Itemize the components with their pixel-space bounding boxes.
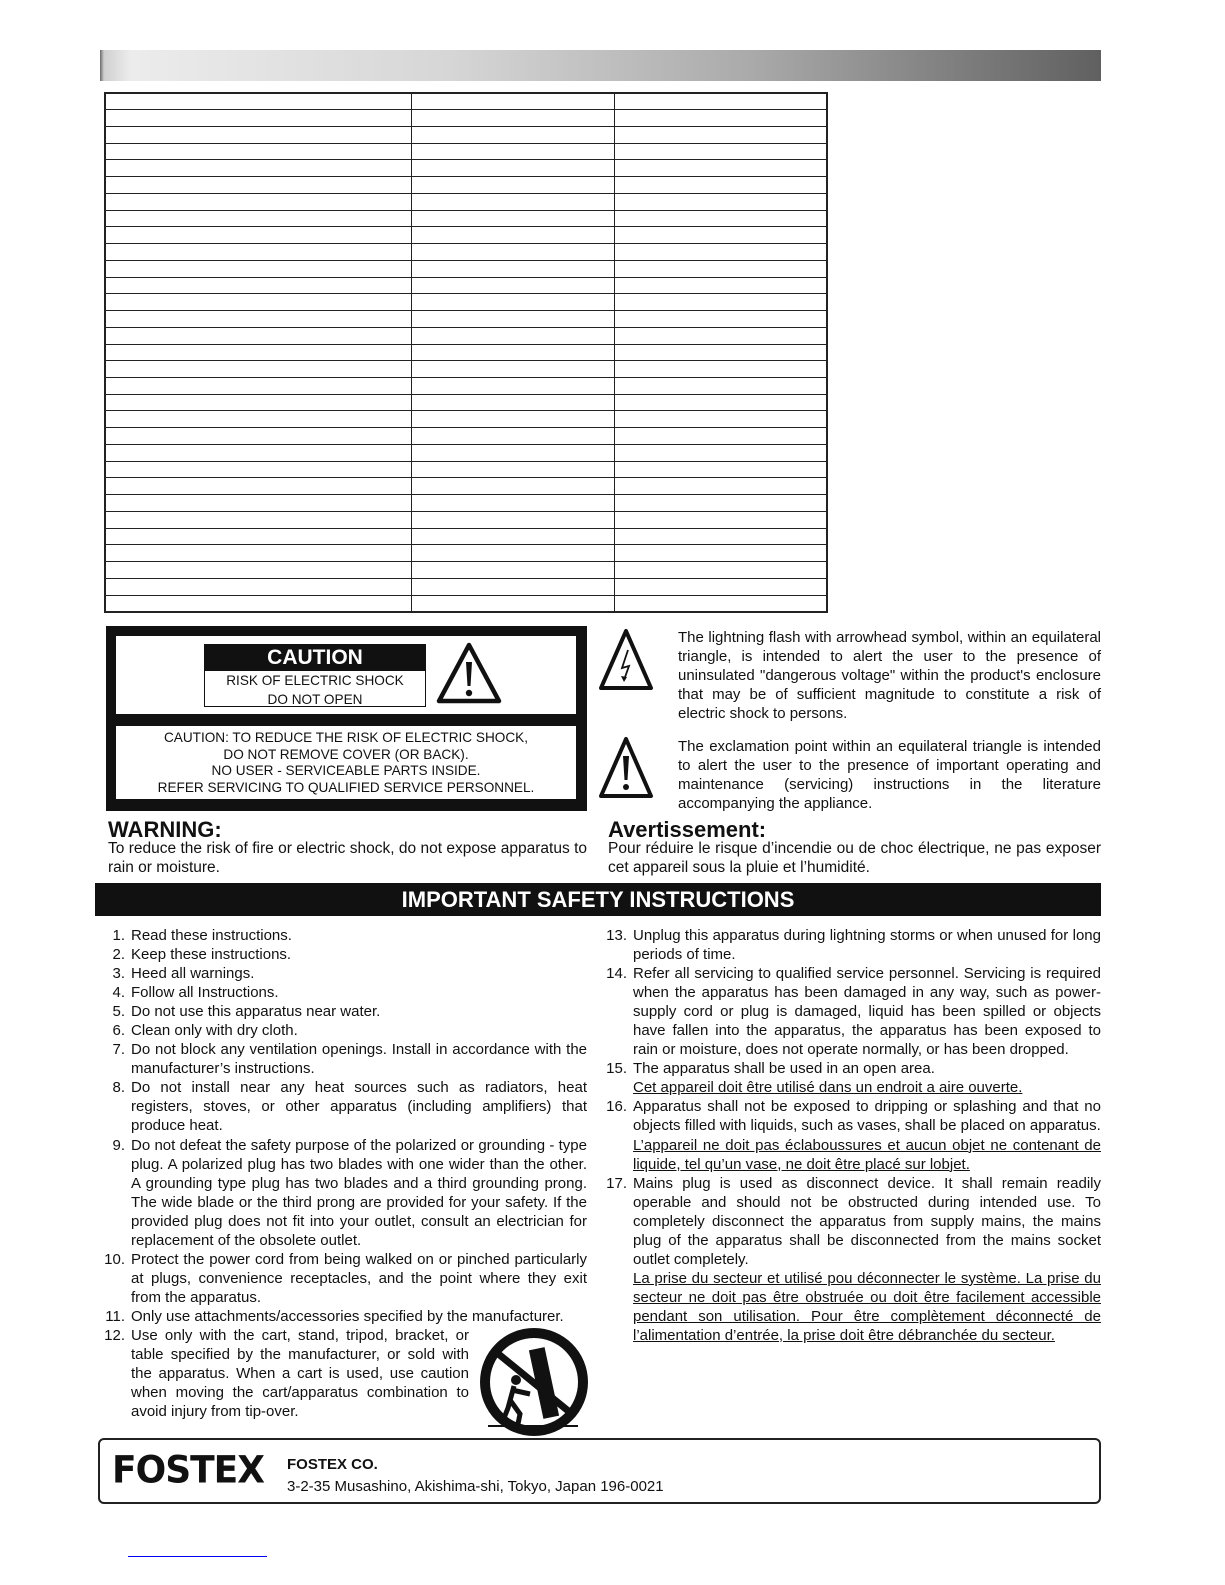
table-cell xyxy=(105,311,411,328)
table-row xyxy=(105,110,827,127)
table-cell xyxy=(105,578,411,595)
table-cell xyxy=(105,562,411,579)
link-underline[interactable] xyxy=(128,1556,267,1557)
table-cell xyxy=(411,143,614,160)
instruction-number: 12. xyxy=(104,1326,125,1344)
table-row xyxy=(105,394,827,411)
table-cell xyxy=(614,277,827,294)
table-row xyxy=(105,428,827,445)
instruction-item xyxy=(105,1040,587,1078)
caution-notice-line: REFER SERVICING TO QUALIFIED SERVICE PERSONNEL. xyxy=(157,779,535,795)
table-cell xyxy=(614,377,827,394)
table-cell xyxy=(105,244,411,261)
table-cell xyxy=(105,143,411,160)
instruction-item xyxy=(105,945,587,964)
section-header-bar xyxy=(100,50,1101,81)
table-cell xyxy=(614,394,827,411)
footer-box xyxy=(98,1438,1101,1504)
table-cell xyxy=(411,160,614,177)
instruction-item xyxy=(607,1097,1101,1173)
table-cell xyxy=(105,377,411,394)
instruction-item xyxy=(105,1307,587,1326)
table-cell xyxy=(105,277,411,294)
avertissement-title: Avertissement: xyxy=(608,817,767,842)
table-cell xyxy=(105,495,411,512)
instruction-text: Read these instructions. xyxy=(131,927,292,944)
table-cell xyxy=(105,177,411,194)
table-row xyxy=(105,461,827,478)
fostex-logo: FOSTEX xyxy=(112,1448,265,1493)
instruction-text: Use only with the cart, stand, tripod, bracket, or table specified by the manufacturer, or sold with the apparatus. When a cart is used, use caution when moving the cart/apparatus combination to avoid injury from tip-over. xyxy=(131,1326,469,1421)
table-cell xyxy=(614,495,827,512)
table-cell xyxy=(411,126,614,143)
table-cell xyxy=(614,244,827,261)
exclamation-triangle-icon xyxy=(598,736,654,800)
instruction-text: Mains plug is used as disconnect device. It shall remain readily operable and should not be obstructed during intended use. To completely disconnect the apparatus from supply mains, the mains plug of the apparatus shall be disconnected from the mains socket outlet completely. xyxy=(633,1174,1101,1268)
instruction-number: 3. xyxy=(112,965,125,983)
table-row xyxy=(105,511,827,528)
caution-notice-line: NO USER - SERVICEABLE PARTS INSIDE. xyxy=(211,763,481,778)
table-cell xyxy=(614,478,827,495)
instruction-text: Follow all Instructions. xyxy=(131,984,279,1002)
instruction-number: 5. xyxy=(112,1003,125,1021)
caution-box xyxy=(204,644,426,707)
avertissement-text: Pour réduire le risque d’incendie ou de choc électrique, ne pas exposer cet appareil sous la pluie et l’humidité. xyxy=(608,840,1101,876)
table-row xyxy=(105,545,827,562)
table-cell xyxy=(411,311,614,328)
instruction-number: 4. xyxy=(112,984,125,1002)
table-cell xyxy=(411,545,614,562)
table-cell xyxy=(614,444,827,461)
table-row xyxy=(105,93,827,110)
table-row xyxy=(105,277,827,294)
instruction-text: The apparatus shall be used in an open area. xyxy=(633,1060,935,1078)
instruction-item xyxy=(105,1250,587,1307)
table-cell xyxy=(411,461,614,478)
table-row xyxy=(105,227,827,244)
caution-top-panel xyxy=(116,636,576,714)
instruction-number: 9. xyxy=(112,1136,125,1154)
instruction-french-text: L’appareil ne doit pas éclaboussures et aucun objet ne contenant de liquide, tel qu’un vase, ne doit être placé sur lobjet. xyxy=(633,1136,1101,1173)
table-cell xyxy=(614,93,827,110)
table-cell xyxy=(105,545,411,562)
table-cell xyxy=(105,344,411,361)
table-row xyxy=(105,361,827,378)
instruction-number: 15. xyxy=(606,1060,627,1078)
table-row xyxy=(105,160,827,177)
table-cell xyxy=(614,327,827,344)
table-row xyxy=(105,126,827,143)
table-cell xyxy=(411,411,614,428)
table-row xyxy=(105,377,827,394)
table-cell xyxy=(105,260,411,277)
table-cell xyxy=(614,177,827,194)
instruction-text: Protect the power cord from being walked on or pinched particularly at plugs, convenience receptacles, and the point where they exit from the apparatus. xyxy=(131,1250,587,1306)
table-cell xyxy=(411,511,614,528)
table-cell xyxy=(411,377,614,394)
table-cell xyxy=(411,344,614,361)
table-row xyxy=(105,411,827,428)
table-cell xyxy=(614,562,827,579)
table-cell xyxy=(411,244,614,261)
table-cell xyxy=(411,478,614,495)
instruction-item xyxy=(105,983,587,1002)
instruction-text: Only use attachments/accessories specified by the manufacturer. xyxy=(131,1307,564,1325)
instruction-text: Unplug this apparatus during lightning storms or when unused for long periods of time. xyxy=(633,927,1101,964)
safety-instructions-banner: IMPORTANT SAFETY INSTRUCTIONS xyxy=(95,883,1101,916)
table-cell xyxy=(614,428,827,445)
exclamation-triangle-icon xyxy=(436,642,502,704)
table-row xyxy=(105,478,827,495)
table-row xyxy=(105,294,827,311)
instruction-text: Clean only with dry cloth. xyxy=(131,1022,298,1040)
instruction-item xyxy=(105,1078,587,1135)
instructions-list-right xyxy=(607,926,1101,1345)
table-cell xyxy=(614,110,827,127)
warning-title: WARNING: xyxy=(108,817,222,842)
instruction-item xyxy=(105,1002,587,1021)
table-row xyxy=(105,327,827,344)
instruction-number: 6. xyxy=(112,1022,125,1040)
table-cell xyxy=(614,461,827,478)
table-cell xyxy=(105,394,411,411)
instruction-text: Refer all servicing to qualified service personnel. Servicing is required when the apparatus has been damaged in any way, such as power-supply cord or plug is damaged, liquid has been spilled or objects have fallen into the apparatus, the apparatus has been exposed to rain or moisture, does not operate normally, or has been dropped. xyxy=(633,965,1101,1059)
instruction-number: 16. xyxy=(606,1098,627,1116)
instruction-item xyxy=(607,1174,1101,1345)
instruction-number: 13. xyxy=(606,927,627,944)
table-row xyxy=(105,595,827,612)
table-cell xyxy=(411,210,614,227)
instruction-number: 2. xyxy=(112,946,125,964)
table-cell xyxy=(411,93,614,110)
table-row xyxy=(105,344,827,361)
table-cell xyxy=(614,528,827,545)
table-cell xyxy=(105,595,411,612)
instruction-item xyxy=(105,926,587,945)
table-row xyxy=(105,244,827,261)
instruction-text: Do not block any ventilation openings. Install in accordance with the manufacturer’s instructions. xyxy=(131,1041,587,1078)
instruction-item xyxy=(607,964,1101,1059)
table-row xyxy=(105,528,827,545)
table-cell xyxy=(411,562,614,579)
table-cell xyxy=(105,511,411,528)
instruction-text: Do not defeat the safety purpose of the polarized or grounding - type plug. A polarized plug has two blades with one wider than the other. A grounding type plug has two blades and a third grounding prong. The wide blade or the third prong are provided for your safety. If the provided plug does not fit into your outlet, consult an electrician for replacement of the obsolete outlet. xyxy=(131,1136,587,1249)
instruction-number: 7. xyxy=(112,1041,125,1059)
instruction-french-text: Cet appareil doit être utilisé dans un endroit a aire ouverte. xyxy=(633,1079,1023,1097)
instruction-text: Do not install near any heat sources such as radiators, heat registers, stoves, or other apparatus (including amplifiers) that produce heat. xyxy=(131,1079,587,1135)
table-cell xyxy=(614,126,827,143)
instruction-item xyxy=(105,1136,587,1250)
lightning-triangle-icon xyxy=(598,628,654,692)
table-cell xyxy=(614,210,827,227)
table-cell xyxy=(411,428,614,445)
exclamation-symbol-description: The exclamation point within an equilateral triangle is intended to alert the user to the presence of important operating and maintenance (servicing) instructions in the literature accompanying the appliance. xyxy=(678,738,1101,812)
table-cell xyxy=(105,193,411,210)
instruction-number: 1. xyxy=(112,927,125,944)
cart-tipover-warning-icon xyxy=(478,1328,590,1438)
caution-notice-panel xyxy=(116,726,576,799)
table-cell xyxy=(411,110,614,127)
table-cell xyxy=(411,361,614,378)
lightning-symbol-description: The lightning flash with arrowhead symbol, within an equilateral triangle, is intended to alert the user to the presence of uninsulated "dangerous voltage" within the product's enclosure that may be of sufficient magnitude to constitute a risk of electric shock to persons. xyxy=(678,629,1101,722)
instruction-text: Apparatus shall not be exposed to dripping or splashing and that no objects filled with liquids, such as vases, shall be placed on apparatus. xyxy=(633,1098,1101,1135)
table-row xyxy=(105,143,827,160)
caution-line2: DO NOT OPEN xyxy=(267,692,363,707)
table-cell xyxy=(614,411,827,428)
table-row xyxy=(105,444,827,461)
instruction-number: 11. xyxy=(105,1307,125,1325)
table-cell xyxy=(105,327,411,344)
table-cell xyxy=(411,528,614,545)
instruction-item xyxy=(607,926,1101,964)
table-cell xyxy=(614,311,827,328)
table-cell xyxy=(411,294,614,311)
table-cell xyxy=(105,444,411,461)
table-cell xyxy=(411,193,614,210)
table-cell xyxy=(411,227,614,244)
table-row xyxy=(105,210,827,227)
instruction-number: 8. xyxy=(112,1079,125,1097)
table-cell xyxy=(105,528,411,545)
table-cell xyxy=(614,595,827,612)
table-cell xyxy=(614,294,827,311)
table-cell xyxy=(105,160,411,177)
table-cell xyxy=(105,126,411,143)
table-cell xyxy=(105,461,411,478)
table-row xyxy=(105,495,827,512)
caution-notice-line: DO NOT REMOVE COVER (OR BACK). xyxy=(223,746,469,762)
caution-notice-line: CAUTION: TO REDUCE THE RISK OF ELECTRIC SHOCK, xyxy=(163,730,529,745)
table-cell xyxy=(614,545,827,562)
table-cell xyxy=(614,511,827,528)
table-cell xyxy=(614,143,827,160)
table-cell xyxy=(411,595,614,612)
empty-table xyxy=(104,92,828,613)
caution-title: CAUTION xyxy=(205,645,425,671)
instruction-number: 14. xyxy=(606,965,627,983)
table-cell xyxy=(105,478,411,495)
table-cell xyxy=(614,344,827,361)
table-cell xyxy=(411,177,614,194)
table-cell xyxy=(105,93,411,110)
table-cell xyxy=(614,260,827,277)
table-cell xyxy=(105,428,411,445)
table-row xyxy=(105,562,827,579)
table-cell xyxy=(105,294,411,311)
table-cell xyxy=(105,411,411,428)
table-cell xyxy=(411,444,614,461)
instruction-number: 17. xyxy=(606,1174,627,1192)
table-cell xyxy=(411,327,614,344)
table-cell xyxy=(411,495,614,512)
table-cell xyxy=(105,361,411,378)
table-cell xyxy=(614,227,827,244)
instruction-french-text: La prise du secteur et utilisé pou déconnecter le système. La prise du secteur ne doit pas être obstruée ou doit être facilement accessible pendant son utilisation. Pour être complètement déconnecté de l’alimentation d’entrée, la prise doit être débranchée du secteur. xyxy=(633,1269,1101,1344)
table-cell xyxy=(411,260,614,277)
caution-line1: RISK OF ELECTRIC SHOCK xyxy=(226,673,404,688)
table-cell xyxy=(411,277,614,294)
table-row xyxy=(105,177,827,194)
table-cell xyxy=(411,578,614,595)
table-row xyxy=(105,311,827,328)
instruction-text: Do not use this apparatus near water. xyxy=(131,1003,381,1021)
table-row xyxy=(105,193,827,210)
table-cell xyxy=(105,110,411,127)
warning-text: To reduce the risk of fire or electric shock, do not expose apparatus to rain or moisture. xyxy=(108,840,587,876)
instruction-item xyxy=(607,1059,1101,1097)
table-cell xyxy=(614,160,827,177)
company-name: FOSTEX CO. xyxy=(287,1456,378,1473)
instruction-item xyxy=(105,964,587,983)
instruction-item xyxy=(105,1021,587,1040)
table-cell xyxy=(614,361,827,378)
table-cell xyxy=(614,578,827,595)
table-cell xyxy=(105,210,411,227)
caution-label xyxy=(106,626,587,811)
instruction-text: Heed all warnings. xyxy=(131,965,255,983)
table-row xyxy=(105,260,827,277)
instruction-text: Keep these instructions. xyxy=(131,946,292,964)
table-cell xyxy=(411,394,614,411)
table-row xyxy=(105,578,827,595)
instruction-number: 10. xyxy=(104,1250,125,1268)
table-cell xyxy=(105,227,411,244)
table-cell xyxy=(614,193,827,210)
company-address: 3-2-35 Musashino, Akishima-shi, Tokyo, Japan 196-0021 xyxy=(287,1478,664,1495)
